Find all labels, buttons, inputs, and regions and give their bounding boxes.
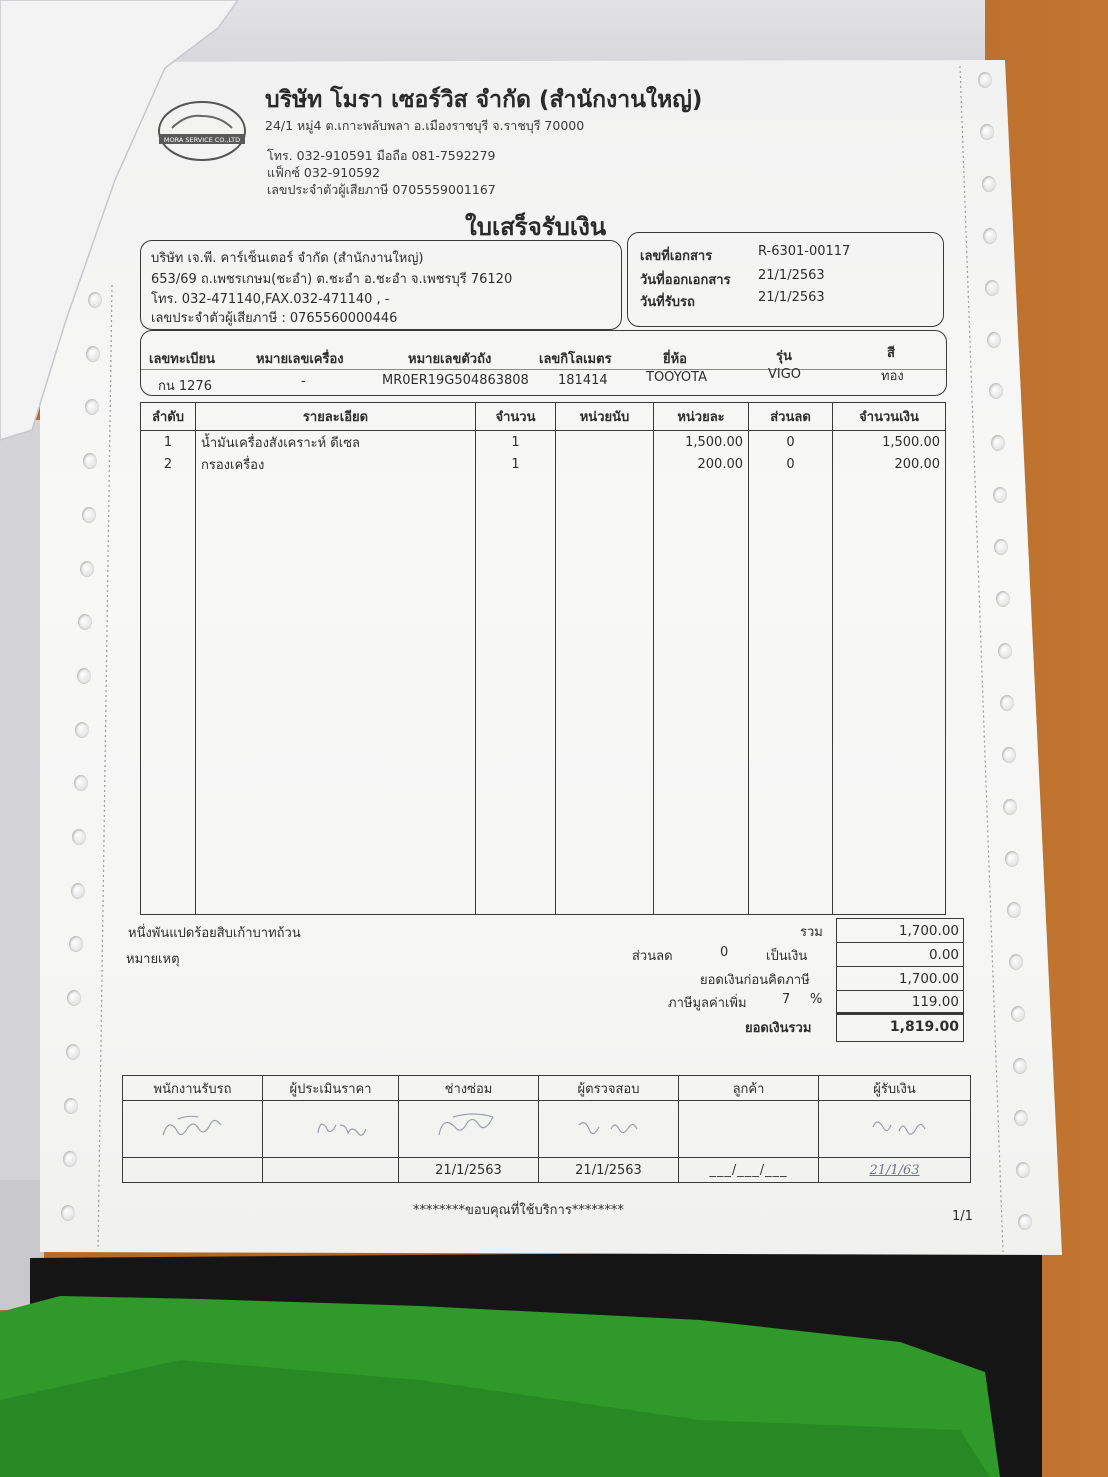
item-amount: 1,500.00 — [833, 431, 946, 454]
item-unit-price: 1,500.00 — [654, 431, 749, 454]
table-filler-cell — [196, 475, 476, 915]
sig-date-cashier: 21/1/63 — [819, 1158, 971, 1183]
sig-date-customer: ___/___/___ — [679, 1158, 819, 1183]
doc-number-value: R-6301-00117 — [758, 244, 851, 259]
table-filler-cell — [833, 475, 946, 915]
signature-stroke — [439, 1114, 493, 1135]
grand-total-label: ยอดเงินรวม — [745, 1021, 812, 1036]
signature-mark — [549, 1107, 669, 1147]
vehicle-header-color: สี — [887, 346, 895, 361]
vehicle-header-engine: หมายเลขเครื่อง — [256, 352, 344, 367]
subtotal-label: รวม — [800, 925, 823, 940]
company-name: บริษัท โมรา เซอร์วิส จำกัด (สำนักงานใหญ่) — [265, 87, 703, 113]
signature-cell — [399, 1101, 539, 1158]
items-body — [141, 431, 946, 915]
item-description: กรองเครื่อง — [196, 453, 476, 475]
page-number: 1/1 — [952, 1209, 973, 1224]
vat-value: 119.00 — [837, 991, 963, 1013]
discount-label: ส่วนลด — [632, 949, 673, 964]
table-filler-cell — [556, 475, 654, 915]
logo-text: MORA SERVICE CO.,LTD — [163, 136, 241, 144]
sig-date-receiver — [123, 1158, 263, 1183]
item-qty: 1 — [476, 431, 556, 454]
amount-in-words: หนึ่งพันแปดร้อยสิบเก้าบาทถ้วน — [128, 926, 301, 941]
sig-title-estimator: ผู้ประเมินราคา — [263, 1076, 399, 1101]
pre-tax-value: 1,700.00 — [837, 967, 963, 991]
sig-date-estimator — [263, 1158, 399, 1183]
table-row — [141, 431, 946, 454]
table-filler-row — [141, 475, 946, 915]
item-unit — [556, 431, 654, 454]
customer-address: 653/69 ถ.เพชรเกษม(ชะอำ) ต.ชะอำ อ.ชะอำ จ.เพชรบุรี 76120 — [151, 272, 513, 287]
subtotal-value: 1,700.00 — [837, 919, 963, 943]
company-fax: แฟ็กซ์ 032-910592 — [267, 165, 381, 180]
customer-name: บริษัท เจ.พี. คาร์เซ็นเตอร์ จำกัด (สำนักงานใหญ่) — [151, 251, 424, 266]
header-unit-price: หน่วยละ — [654, 403, 749, 431]
signature-mark — [138, 1107, 248, 1147]
logo-outer-ring — [159, 102, 245, 160]
company-logo — [156, 98, 248, 164]
vehicle-header-brand: ยี่ห้อ — [663, 352, 687, 367]
vehicle-header-chassis: หมายเลขตัวถัง — [408, 352, 492, 367]
item-amount: 200.00 — [833, 453, 946, 475]
grand-total-value: 1,819.00 — [837, 1013, 963, 1039]
logo-car-shape — [172, 116, 232, 128]
customer-tax-id: เลขประจำตัวผู้เสียภาษี : 0765560000446 — [151, 311, 398, 326]
table-filler-cell — [141, 475, 196, 915]
discount-amount-value: 0.00 — [837, 943, 963, 967]
sig-title-inspector: ผู้ตรวจสอบ — [539, 1076, 679, 1101]
item-unit-price: 200.00 — [654, 453, 749, 475]
issue-date-value: 21/1/2563 — [758, 268, 825, 283]
vehicle-plate: กน 1276 — [158, 379, 212, 394]
company-address: 24/1 หมู่4 ต.เกาะพลับพลา อ.เมืองราชบุรี จ.ราชบุรี 70000 — [265, 118, 585, 133]
item-discount: 0 — [749, 453, 833, 475]
items-table — [140, 402, 946, 915]
vehicle-model: VIGO — [768, 367, 802, 382]
company-phone: โทร. 032-910591 มือถือ 081-7592279 — [267, 148, 496, 163]
items-header — [141, 403, 946, 431]
vehicle-chassis-number: MR0ER19G504863808 — [382, 373, 529, 388]
header-qty: จำนวน — [476, 403, 556, 431]
company-tax-id: เลขประจำตัวผู้เสียภาษี 0705559001167 — [267, 182, 496, 197]
signature-table — [122, 1075, 971, 1183]
signature-stroke — [163, 1116, 221, 1135]
signature-stroke — [579, 1123, 637, 1134]
item-unit — [556, 453, 654, 475]
vehicle-box — [140, 330, 947, 396]
totals-box — [836, 918, 964, 1042]
sig-title-cashier: ผู้รับเงิน — [819, 1076, 971, 1101]
signature-mark — [276, 1107, 386, 1147]
vat-rate: 7 — [782, 992, 791, 1007]
signature-mark — [835, 1107, 955, 1147]
signature-date-row — [123, 1158, 971, 1183]
signature-row — [123, 1101, 971, 1158]
table-filler-cell — [749, 475, 833, 915]
header-description: รายละเอียด — [196, 403, 476, 431]
vehicle-mileage: 181414 — [558, 373, 608, 388]
pre-tax-label: ยอดเงินก่อนคิดภาษี — [700, 973, 810, 988]
vehicle-header-plate: เลขทะเบียน — [149, 352, 216, 367]
signature-mark — [409, 1107, 529, 1147]
signature-header-row — [123, 1076, 971, 1101]
sig-title-receiver: พนักงานรับรถ — [123, 1076, 263, 1101]
document-info-box — [627, 232, 944, 327]
sig-date-mechanic: 21/1/2563 — [399, 1158, 539, 1183]
signature-cell — [679, 1101, 819, 1158]
signature-cell — [539, 1101, 679, 1158]
issue-date-label: วันที่ออกเอกสาร — [640, 273, 731, 288]
vehicle-color: ทอง — [881, 369, 904, 384]
signature-cell — [123, 1101, 263, 1158]
doc-number-label: เลขที่เอกสาร — [640, 249, 713, 264]
sig-title-mechanic: ช่างซ่อม — [399, 1076, 539, 1101]
item-discount: 0 — [749, 431, 833, 454]
table-row — [141, 453, 946, 475]
discount-rate: 0 — [720, 945, 729, 960]
table-filler-cell — [476, 475, 556, 915]
signature-stroke — [318, 1124, 366, 1135]
header-unit: หน่วยนับ — [556, 403, 654, 431]
vat-unit: % — [810, 992, 823, 1007]
header-amount: จำนวนเงิน — [833, 403, 946, 431]
footer-thanks: ********ขอบคุณที่ใช้บริการ******** — [413, 1203, 624, 1218]
vehicle-brand: TOOYOTA — [646, 370, 707, 385]
table-filler-cell — [654, 475, 749, 915]
vat-label: ภาษีมูลค่าเพิ่ม — [668, 996, 747, 1011]
document-title: ใบเสร็จรับเงิน — [465, 213, 607, 241]
customer-box — [140, 240, 622, 330]
remark-label: หมายเหตุ — [126, 952, 180, 967]
vehicle-divider — [141, 369, 946, 370]
vehicle-header-mileage: เลขกิโลเมตร — [539, 352, 612, 367]
signature-cell — [263, 1101, 399, 1158]
receive-date-value: 21/1/2563 — [758, 290, 825, 305]
signature-cell — [819, 1101, 971, 1158]
item-qty: 1 — [476, 453, 556, 475]
item-no: 1 — [141, 431, 196, 454]
vehicle-engine-number: - — [301, 374, 306, 389]
receive-date-label: วันที่รับรถ — [640, 295, 695, 310]
vehicle-header-model: รุ่น — [776, 349, 792, 364]
header-no: ลำดับ — [141, 403, 196, 431]
header-discount: ส่วนลด — [749, 403, 833, 431]
items-header-row — [141, 403, 946, 431]
sig-title-customer: ลูกค้า — [679, 1076, 819, 1101]
sig-date-inspector: 21/1/2563 — [539, 1158, 679, 1183]
item-description: น้ำมันเครื่องสังเคราะห์ ดีเซล — [196, 431, 476, 454]
signature-stroke — [873, 1122, 925, 1134]
customer-phone: โทร. 032-471140,FAX.032-471140 , - — [151, 292, 390, 307]
discount-amount-label: เป็นเงิน — [766, 949, 808, 964]
item-no: 2 — [141, 453, 196, 475]
